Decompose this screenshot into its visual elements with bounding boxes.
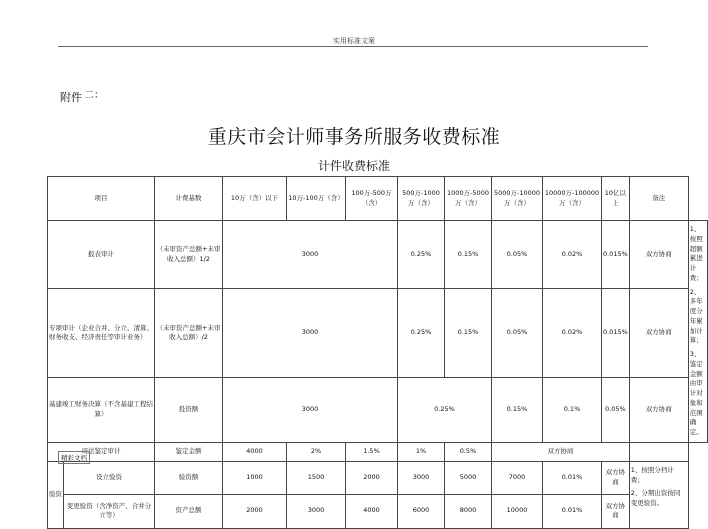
document-title: 重庆市会计师事务所服务收费标准 <box>207 126 501 148</box>
header-bracket-4: 500万-1000万（含） <box>398 177 445 221</box>
judicial-v6: 双方协商 <box>492 442 630 461</box>
setup-verification-v4: 3000 <box>398 461 445 494</box>
judicial-v4: 1% <box>398 442 445 461</box>
capital-construction-item: 基建竣工财务决算（不含基建工程结算） <box>48 378 155 442</box>
capital-construction-base: 投资额 <box>155 378 223 442</box>
attachment-number: 二： <box>84 90 104 101</box>
note-lower-1: 1、按照分档计费； <box>630 465 674 484</box>
header-row <box>48 177 708 221</box>
document-subtitle: 计件收费标准 <box>317 159 390 173</box>
change-verification-item: 变更验资（含净资产、合并分立等） <box>64 494 155 528</box>
row-change-verification <box>48 494 708 528</box>
page-footer: 精彩文档 <box>58 451 90 464</box>
capital-construction-v4: 0.1% <box>543 378 602 442</box>
setup-verification-v5: 5000 <box>445 461 492 494</box>
header-bracket-6: 5000万-10000万（含） <box>492 177 543 221</box>
special-audit-v3: 0.15% <box>445 289 492 378</box>
special-audit-v5: 0.02% <box>543 289 602 378</box>
header-bracket-3: 100万-500万（含） <box>346 177 398 221</box>
special-audit-v4: 0.05% <box>492 289 543 378</box>
attachment-text: 附件 <box>60 91 82 104</box>
header-item: 项目 <box>48 177 155 221</box>
setup-verification-v2: 1500 <box>287 461 346 494</box>
change-verification-v5: 8000 <box>445 494 492 528</box>
setup-verification-v3: 2000 <box>346 461 398 494</box>
setup-verification-v7: 0.01% <box>543 461 602 494</box>
judicial-v3: 1.5% <box>346 442 398 461</box>
header-bracket-7: 10000万-100000万（含） <box>543 177 602 221</box>
capital-construction-v1: 3000 <box>223 378 398 442</box>
change-verification-v3: 4000 <box>346 494 398 528</box>
audit-report-v7: 双方协商 <box>629 221 688 289</box>
special-audit-v2: 0.25% <box>398 289 445 378</box>
row-judicial <box>48 442 708 461</box>
header-base: 计费基数 <box>155 177 223 221</box>
header-bracket-2: 10万-100万（含） <box>287 177 346 221</box>
special-audit-base: （未审资产总额+未审收入总额）/2 <box>155 289 223 378</box>
capital-construction-v3: 0.15% <box>492 378 543 442</box>
setup-verification-v6: 7000 <box>492 461 543 494</box>
audit-report-base: （未审资产总额+未审收入总额）1/2 <box>155 221 223 289</box>
judicial-v1: 4000 <box>223 442 287 461</box>
row-special-audit <box>48 289 708 378</box>
judicial-v2: 2% <box>287 442 346 461</box>
audit-report-v1: 3000 <box>223 221 398 289</box>
judicial-note <box>629 442 688 461</box>
fee-table <box>47 176 708 529</box>
setup-verification-base: 验资额 <box>155 461 223 494</box>
audit-report-v4: 0.05% <box>492 221 543 289</box>
header-bracket-5: 1000万-5000万（含） <box>445 177 492 221</box>
notes-upper <box>688 221 707 443</box>
audit-report-v6: 0.015% <box>602 221 630 289</box>
judicial-base: 鉴定金额 <box>155 442 223 461</box>
audit-report-v2: 0.25% <box>398 221 445 289</box>
change-verification-v7: 0.01% <box>543 494 602 528</box>
capital-construction-v6: 双方协商 <box>629 378 688 442</box>
setup-verification-v8: 双方协商 <box>602 461 630 494</box>
change-verification-v6: 10000 <box>492 494 543 528</box>
change-verification-v2: 3000 <box>287 494 346 528</box>
note-upper-1: 1、按照超额累进计费； <box>689 225 703 282</box>
header-bracket-8: 10亿以上 <box>602 177 630 221</box>
special-audit-v6: 0.015% <box>602 289 630 378</box>
note-upper-2: 2、多年度分年累加计算； <box>689 287 703 345</box>
setup-verification-item: 设立验资 <box>64 461 155 494</box>
row-capital-construction <box>48 378 708 442</box>
row-setup-verification <box>48 461 708 494</box>
special-audit-v7: 双方协商 <box>629 289 688 378</box>
audit-report-v3: 0.15% <box>445 221 492 289</box>
verification-group: 验资 <box>48 461 64 528</box>
audit-report-item: 报表审计 <box>48 221 155 289</box>
audit-report-v5: 0.02% <box>543 221 602 289</box>
change-verification-v1: 2000 <box>223 494 287 528</box>
page-header: 实用标准文案 <box>333 37 375 45</box>
judicial-item: 司法鉴定审计 <box>48 442 155 461</box>
notes-lower <box>629 461 688 528</box>
note-lower-2: 2、分期出资按同变更验资。 <box>630 489 681 507</box>
change-verification-v8: 双方协商 <box>602 494 630 528</box>
change-verification-base: 资产总额 <box>155 494 223 528</box>
special-audit-item: 专项审计（企业合并、分立、清算、财务收支、经济责任等审计业务） <box>48 289 155 378</box>
row-audit-report <box>48 221 708 289</box>
note-upper-3: 3、鉴定金额由审计对象和范围确定。 <box>689 350 703 436</box>
judicial-v5: 0.5% <box>445 442 492 461</box>
header-rule <box>58 46 648 47</box>
special-audit-v1: 3000 <box>223 289 398 378</box>
header-bracket-1: 10万（含）以下 <box>223 177 287 221</box>
capital-construction-v2: 0.25% <box>398 378 492 442</box>
change-verification-v4: 6000 <box>398 494 445 528</box>
capital-construction-v5: 0.05% <box>602 378 630 442</box>
setup-verification-v1: 1000 <box>223 461 287 494</box>
header-note: 备注 <box>629 177 688 221</box>
attachment-label <box>60 89 104 105</box>
